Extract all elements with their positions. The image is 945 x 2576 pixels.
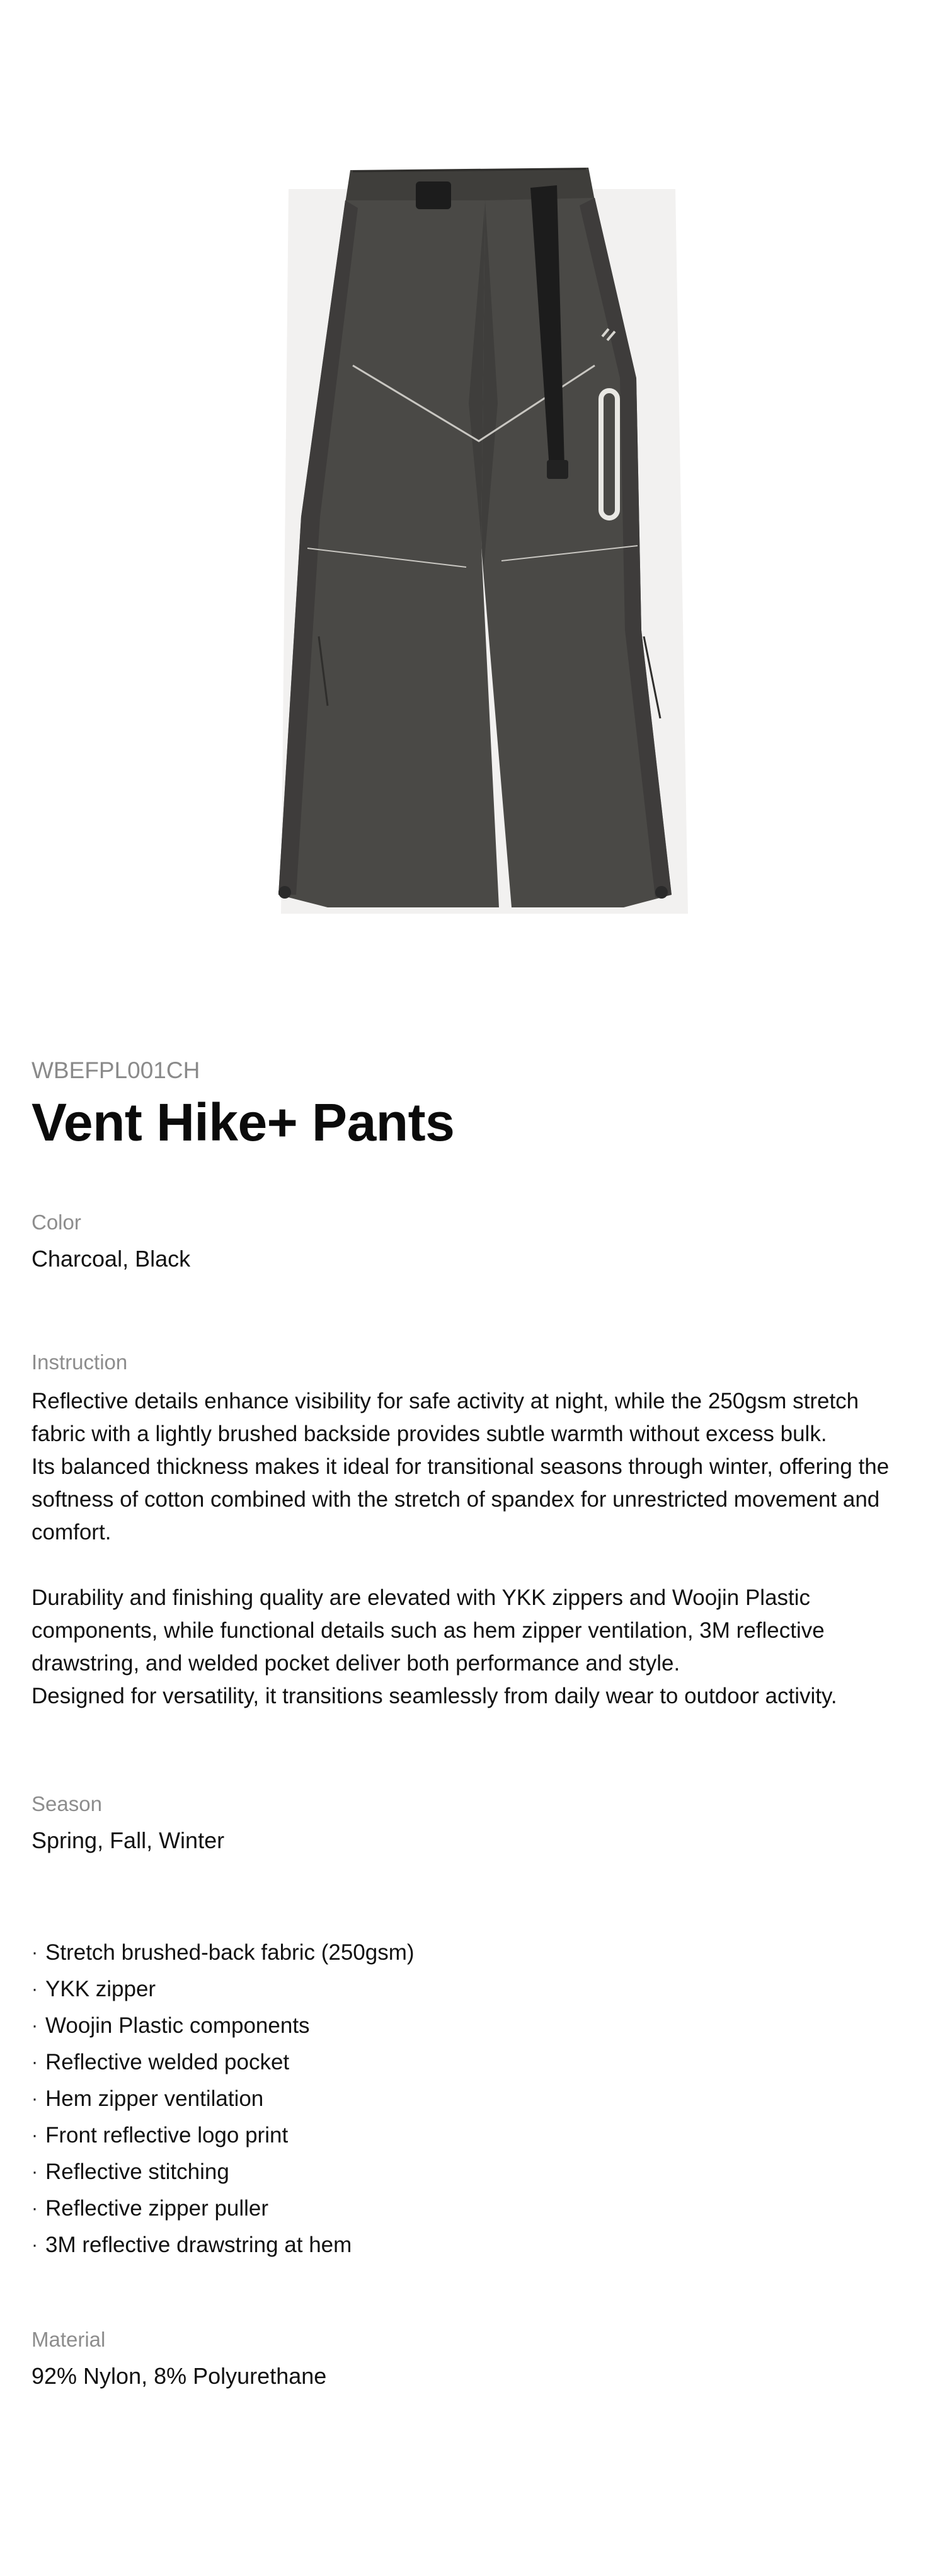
bullet-icon: · <box>32 2052 38 2073</box>
season-section <box>32 1793 914 1854</box>
pants-illustration <box>0 0 945 983</box>
material-label: Material <box>32 2328 106 2352</box>
product-title: Vent Hike+ Pants <box>32 1093 455 1152</box>
list-item: · Woojin Plastic components <box>32 2008 914 2044</box>
list-item: · Hem zipper ventilation <box>32 2081 914 2117</box>
instruction-label: Instruction <box>32 1350 128 1374</box>
season-value: Spring, Fall, Winter <box>32 1827 225 1854</box>
bullet-icon: · <box>32 1979 38 2000</box>
product-details <box>32 1059 914 2390</box>
instruction-line-2: Its balanced thickness makes it ideal for transitional seasons through winter, offering the softness of cotton combined with the stretch of spandex for unrestricted movement and comfort. <box>32 1454 890 1545</box>
list-item: · Reflective stitching <box>32 2154 914 2190</box>
bullet-icon: · <box>32 1942 38 1964</box>
list-item: · YKK zipper <box>32 1971 914 2008</box>
bullet-icon: · <box>32 2015 38 2037</box>
product-image <box>0 0 945 983</box>
color-label: Color <box>32 1210 81 1234</box>
list-item: · 3M reflective drawstring at hem <box>32 2227 914 2263</box>
instruction-paragraph-2 <box>32 1582 914 1713</box>
product-sku: WBEFPL001CH <box>32 1057 200 1083</box>
material-value: 92% Nylon, 8% Polyurethane <box>32 2363 327 2389</box>
instruction-line-4: Designed for versatility, it transitions seamlessly from daily wear to outdoor activity. <box>32 1684 837 1709</box>
list-item: · Reflective welded pocket <box>32 2044 914 2081</box>
bullet-icon: · <box>32 2234 38 2256</box>
bullet-icon: · <box>32 2088 38 2110</box>
color-value: Charcoal, Black <box>32 1246 191 1272</box>
instruction-section <box>32 1352 914 1713</box>
list-item: · Front reflective logo print <box>32 2117 914 2154</box>
instruction-paragraph-1 <box>32 1385 914 1549</box>
material-section <box>32 2329 914 2389</box>
instruction-line-1: Reflective details enhance visibility for safe activity at night, while the 250gsm stretch fabric with a lightly brushed backside provides subtle warmth without excess bulk. <box>32 1389 859 1447</box>
bullet-icon: · <box>32 2161 38 2183</box>
list-item: · Stretch brushed-back fabric (250gsm) <box>32 1935 914 1971</box>
list-item: · Reflective zipper puller <box>32 2190 914 2227</box>
bullet-icon: · <box>32 2125 38 2146</box>
season-label: Season <box>32 1792 102 1816</box>
instruction-line-3: Durability and finishing quality are elevated with YKK zippers and Woojin Plastic components, while functional details such as hem zipper ventilation, 3M reflective drawstring, and welded pocket deliver both performance and style. <box>32 1585 825 1676</box>
features-list <box>32 1935 914 2263</box>
bullet-icon: · <box>32 2198 38 2219</box>
color-section <box>32 1212 914 1272</box>
